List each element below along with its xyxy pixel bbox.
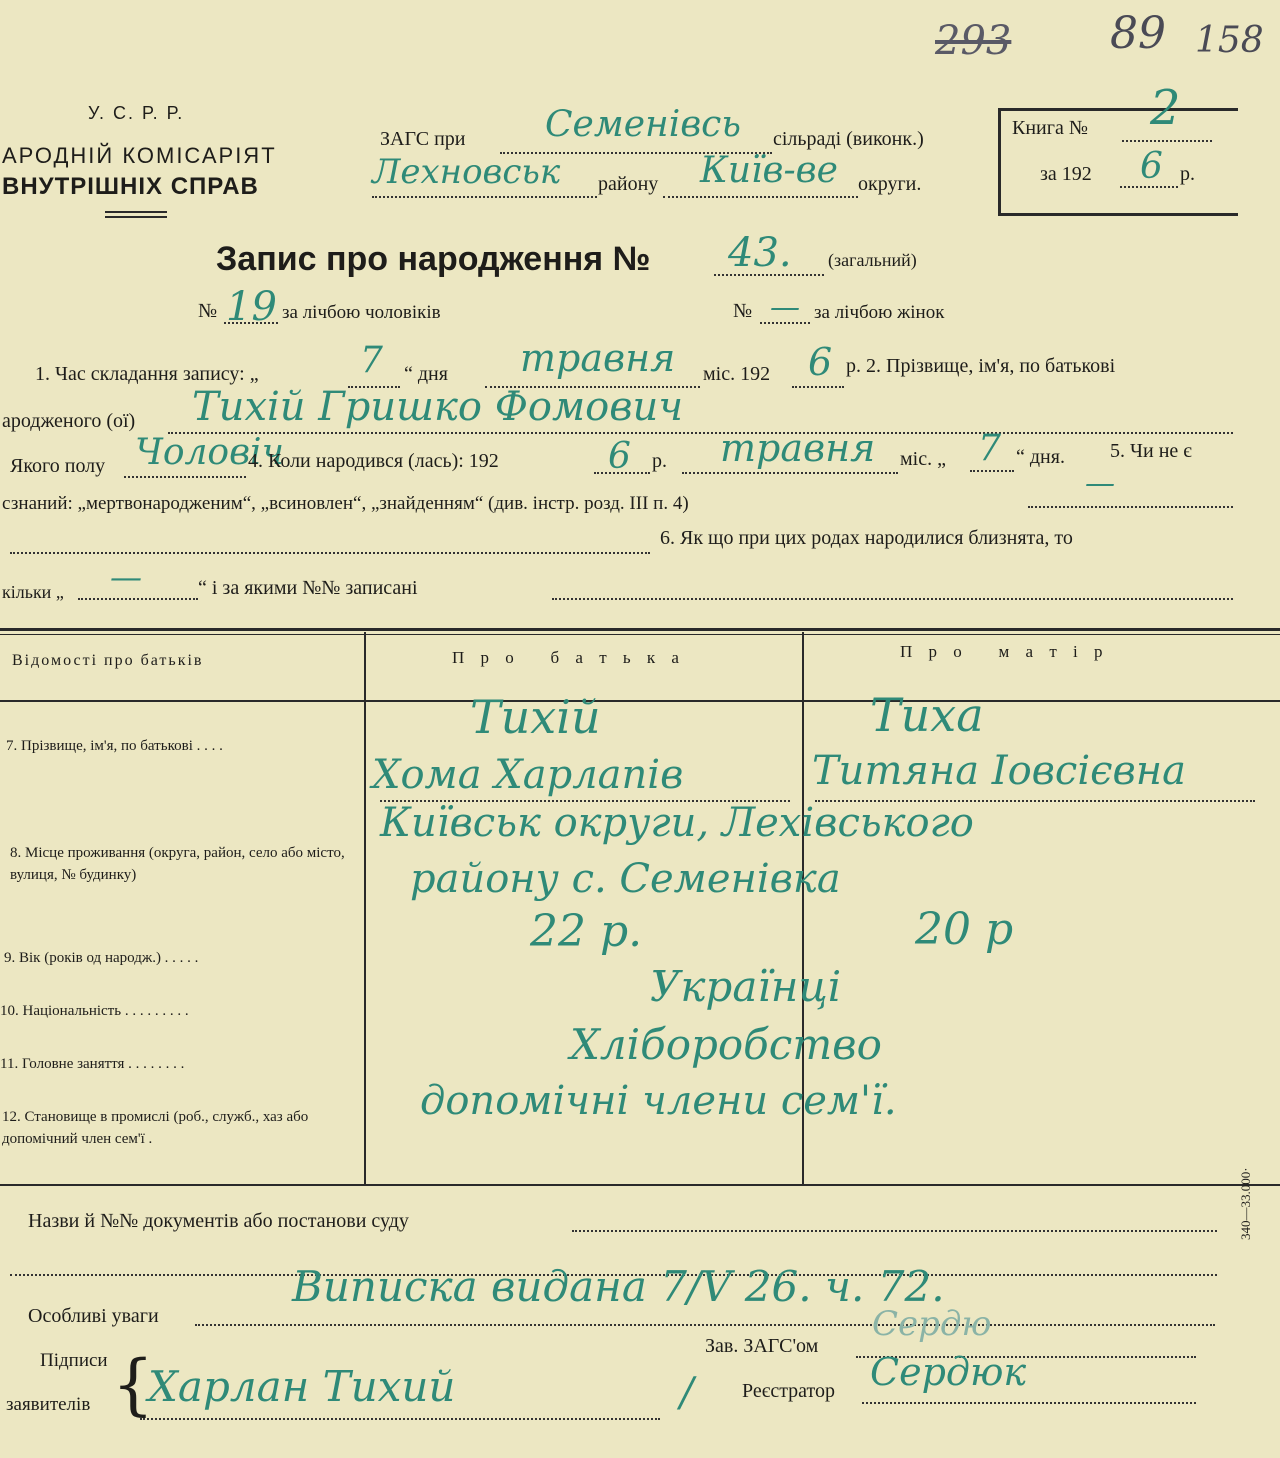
district-dots <box>372 196 597 198</box>
item1-year-dots <box>792 386 844 388</box>
item5-question: 5. Чи не є <box>1110 440 1192 462</box>
documents-dots <box>572 1230 1217 1232</box>
item1-year: 6 <box>808 340 833 384</box>
mother-age: 20 р <box>915 904 1014 955</box>
row10-label: 10. Національність . . . . . . . . . <box>0 1003 189 1019</box>
table-bottom-rule <box>0 1184 1280 1186</box>
signatures-label-2: заявителів <box>6 1394 91 1415</box>
documents-label: Назви й №№ документів або постанови суду <box>28 1210 409 1232</box>
item6-count-dots <box>78 598 198 600</box>
table-col-divider-1 <box>364 632 366 1184</box>
book-number-dots <box>1122 140 1212 142</box>
table-top-rule <box>0 628 1280 631</box>
sex-value: Чоловіч <box>135 432 284 473</box>
item2-label: ародженого (ої) <box>2 410 136 432</box>
book-box-bottom <box>998 213 1238 216</box>
item1-day-label: “ дня <box>404 363 448 385</box>
occupation: Хліборобство <box>570 1020 882 1069</box>
birth-month: травня <box>720 426 876 470</box>
newborn-name: Тихій Гришко Фомович <box>192 384 684 430</box>
item6-lead-dots <box>10 552 650 554</box>
item1-month-label: міс. 192 <box>703 363 771 385</box>
father-name: Хома Харлапів <box>372 752 684 798</box>
record-number: 43. <box>728 230 792 276</box>
address-line1: Київськ округи, Лехівського <box>380 800 974 846</box>
notes-dots <box>195 1324 1215 1326</box>
district-value: Лехновськ <box>372 152 561 192</box>
item1-year-label: р. 2. Прізвище, ім'я, по батькові <box>846 355 1116 377</box>
applicant-mark: / <box>680 1370 694 1416</box>
district-label: району <box>598 173 659 195</box>
archive-number-1: 293 <box>935 18 1012 64</box>
record-title-suffix: (загальний) <box>828 250 917 270</box>
item6-label2-a: кільки „ <box>2 582 64 602</box>
nationality: Українці <box>650 962 842 1011</box>
row12-label: 12. Становище в промислі (роб., служб., хаз або допомічний член сем'ї . <box>2 1109 309 1147</box>
book-number: 2 <box>1150 80 1181 136</box>
side-print-marking: 340—33.000· <box>1238 1167 1253 1240</box>
registrar-dots <box>862 1402 1196 1404</box>
village-value: Семенівсь <box>545 104 741 145</box>
women-count: — <box>770 290 800 325</box>
position: допомічні члени сем'ї. <box>420 1078 897 1124</box>
table-header-mother: П р о м а т і р <box>900 642 1109 661</box>
item5-label: сзнаний: „мертвонародженим“, „всиновлен“, „знайденням“ (див. інстр. розд. III п. 4) <box>2 493 689 514</box>
okruha-value: Київ-ве <box>700 150 838 191</box>
book-year: 6 <box>1140 146 1163 187</box>
item5-answer: — <box>1085 466 1115 501</box>
zags-prefix: ЗАГС при <box>380 128 466 150</box>
book-box-top <box>998 108 1238 111</box>
birth-p-label: р. <box>652 450 667 472</box>
item6-tail-dots <box>552 598 1233 600</box>
row11-label: 11. Головне заняття . . . . . . . . <box>0 1056 185 1072</box>
birth-day-dots <box>970 470 1014 472</box>
birth-label: 4. Коли народився (лась): 192 <box>248 450 499 472</box>
mother-surname: Тиха <box>870 688 984 742</box>
birth-year: 6 <box>608 436 631 477</box>
item2-dots <box>168 432 1233 434</box>
applicant-signature: Харлан Тихий <box>148 1362 456 1411</box>
commissariat-line1: АРОДНІЙ КОМІСАРІЯТ <box>2 143 277 168</box>
applicant-dots <box>140 1418 660 1420</box>
women-label: за лічбою жінок <box>814 302 945 323</box>
item1-month: травня <box>520 336 676 380</box>
row7-label: 7. Прізвище, ім'я, по батькові . . . . <box>6 738 223 754</box>
okruha-label: округи. <box>858 173 922 195</box>
item3-label: Якого полу <box>10 455 106 477</box>
notes-label: Особливі уваги <box>28 1305 159 1327</box>
notes-value: Виписка видана 7/V 26. ч. 72. <box>292 1262 945 1311</box>
item6-label: 6. Як що при цих родах народилися близнята, то <box>660 527 1073 549</box>
registrar-signature: Сердюк <box>870 1350 1027 1394</box>
sex-dots <box>124 476 246 478</box>
row8-label: 8. Місце проживання (округа, район, село або місто, вулиця, № будинку) <box>10 845 345 883</box>
signatures-label-1: Підписи <box>40 1350 108 1371</box>
okruha-dots <box>663 196 858 198</box>
item6-count: — <box>110 558 142 596</box>
book-box-left <box>998 108 1001 216</box>
header-rule-1 <box>105 211 167 213</box>
men-label: за лічбою чоловіків <box>282 302 441 323</box>
mother-name: Титяна Іовсієвна <box>812 748 1187 794</box>
item6-label2-b: “ і за якими №№ записані <box>198 577 418 599</box>
state-abbrev: У. С. Р. Р. <box>88 103 185 123</box>
father-surname: Тихій <box>470 690 601 744</box>
item5-dots <box>1028 506 1233 508</box>
archive-number-3: 158 <box>1195 20 1264 61</box>
birth-day-label: “ дня. <box>1016 446 1065 468</box>
men-count: 19 <box>226 284 277 330</box>
signatures-brace: { <box>112 1346 154 1423</box>
record-title: Запис про народження № <box>216 240 651 278</box>
item1-day: 7 <box>360 340 383 381</box>
birth-month-dots <box>682 472 898 474</box>
book-year-prefix: за 192 <box>1040 163 1092 185</box>
father-age: 22 р. <box>530 906 643 957</box>
birth-day: 7 <box>978 428 1001 469</box>
commissariat-line2: ВНУТРІШНІХ СПРАВ <box>2 173 259 200</box>
book-year-suffix: р. <box>1180 163 1195 185</box>
table-header-father: П р о б а т ь к а <box>452 648 685 667</box>
head-label: Зав. ЗАГС'ом <box>705 1335 819 1357</box>
book-label: Книга № <box>1012 117 1088 139</box>
address-line2: району с. Семенівка <box>410 856 841 902</box>
registrar-label: Реєстратор <box>742 1380 836 1402</box>
archive-number-2: 89 <box>1110 8 1166 59</box>
women-prefix: № <box>733 300 753 322</box>
head-signature: Сердю <box>872 1304 992 1344</box>
header-rule-2 <box>105 216 167 218</box>
men-prefix: № <box>198 300 218 322</box>
table-header-parents: Відомості про батьків <box>12 652 204 669</box>
table-top-rule-2 <box>0 634 1280 635</box>
zags-suffix: сільраді (виконк.) <box>773 128 924 150</box>
item1-label: 1. Час складання запису: „ <box>35 363 259 385</box>
table-header-rule <box>0 700 1280 702</box>
row9-label: 9. Вік (років од народж.) . . . . . <box>4 950 199 966</box>
birth-mis-label: міс. „ <box>900 448 946 470</box>
